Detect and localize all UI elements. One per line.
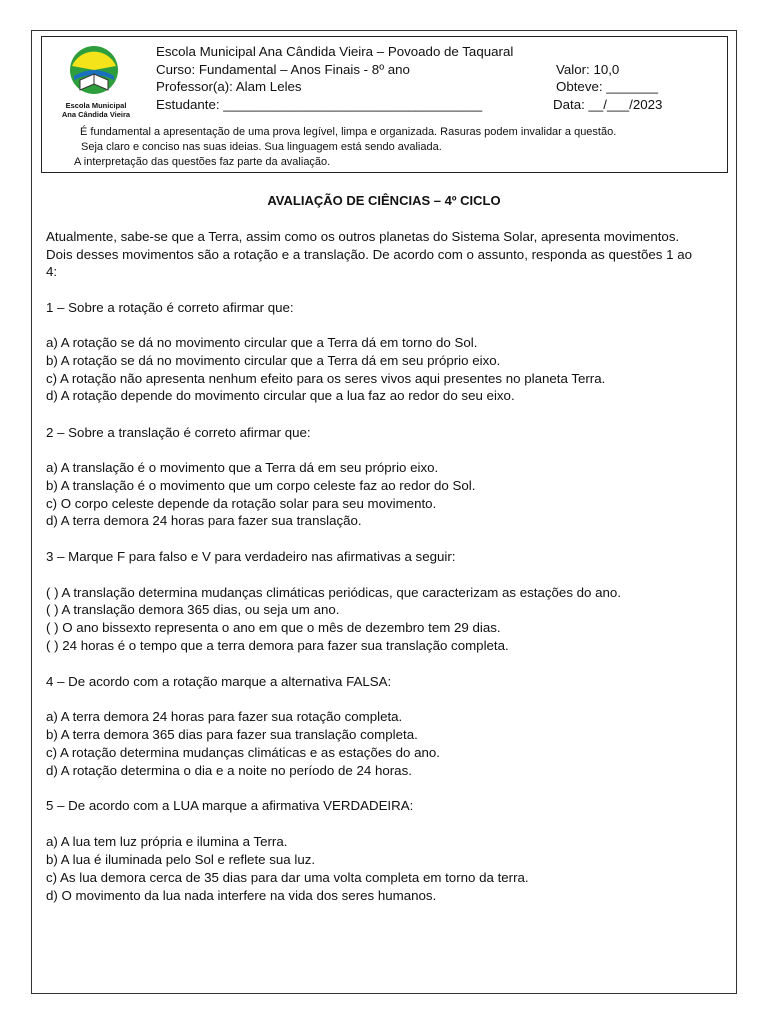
school-name: Escola Municipal Ana Cândida Vieira – Povoado de Taquaral bbox=[156, 44, 514, 59]
score-line: Obteve: _______ bbox=[556, 79, 659, 94]
answer-option: c) O corpo celeste depende da rotação solar para seu movimento. bbox=[46, 496, 437, 511]
answer-option: b) A rotação se dá no movimento circular que a Terra dá em seu próprio eixo. bbox=[46, 353, 501, 368]
true-false-item bbox=[46, 637, 509, 655]
question-prompt: 4 – De acordo com a rotação marque a alternativa FALSA: bbox=[46, 674, 392, 689]
true-false-item bbox=[46, 584, 621, 602]
intro-line: 4: bbox=[46, 264, 58, 279]
answer-blank[interactable]: ( ) bbox=[46, 620, 59, 635]
answer-option: b) A terra demora 365 dias para fazer sua translação completa. bbox=[46, 727, 418, 742]
answer-option: d) O movimento da lua nada interfere na vida dos seres humanos. bbox=[46, 888, 437, 903]
teacher-line: Professor(a): Alam Leles bbox=[156, 79, 302, 94]
answer-option: a) A terra demora 24 horas para fazer sua rotação completa. bbox=[46, 709, 403, 724]
answer-option: d) A rotação depende do movimento circular que a lua faz ao redor do seu eixo. bbox=[46, 388, 515, 403]
answer-option: c) A rotação não apresenta nenhum efeito para os seres vivos aqui presentes no planeta Terra. bbox=[46, 371, 606, 386]
value-line: Valor: 10,0 bbox=[556, 62, 620, 77]
true-false-item bbox=[46, 601, 339, 619]
answer-blank[interactable]: ( ) bbox=[46, 602, 59, 617]
answer-option: b) A translação é o movimento que um corpo celeste faz ao redor do Sol. bbox=[46, 478, 476, 493]
school-logo bbox=[58, 44, 134, 122]
date-line: Data: __/___/2023 bbox=[553, 97, 663, 112]
statement-text: A translação determina mudanças climáticas periódicas, que caracterizam as estações do ano. bbox=[61, 585, 622, 600]
answer-option: a) A rotação se dá no movimento circular que a Terra dá em torno do Sol. bbox=[46, 335, 478, 350]
statement-text: A translação demora 365 dias, ou seja um ano. bbox=[61, 602, 340, 617]
answer-option: d) A terra demora 24 horas para fazer sua translação. bbox=[46, 513, 362, 528]
intro-line: Dois desses movimentos são a rotação e a translação. De acordo com o assunto, responda as questões 1 ao bbox=[46, 247, 693, 262]
exam-title: AVALIAÇÃO DE CIÊNCIAS – 4º CICLO bbox=[267, 193, 501, 208]
answer-option: c) A rotação determina mudanças climáticas e as estações do ano. bbox=[46, 745, 440, 760]
question-prompt: 1 – Sobre a rotação é correto afirmar que: bbox=[46, 300, 294, 315]
course-line: Curso: Fundamental – Anos Finais - 8º ano bbox=[156, 62, 410, 77]
answer-option: a) A translação é o movimento que a Terra dá em seu próprio eixo. bbox=[46, 460, 439, 475]
instruction-line: É fundamental a apresentação de uma prova legível, limpa e organizada. Rasuras podem invalidar a questão. bbox=[80, 126, 617, 138]
logo-text-line2: Ana Cândida Vieira bbox=[61, 110, 131, 119]
instruction-line: A interpretação das questões faz parte da avaliação. bbox=[74, 156, 331, 168]
statement-text: 24 horas é o tempo que a terra demora para fazer sua translação completa. bbox=[62, 638, 509, 653]
true-false-item bbox=[46, 619, 501, 637]
instruction-line: Seja claro e conciso nas suas ideias. Sua linguagem está sendo avaliada. bbox=[81, 141, 442, 153]
answer-option: a) A lua tem luz própria e ilumina a Terra. bbox=[46, 834, 288, 849]
statement-text: O ano bissexto representa o ano em que o mês de dezembro tem 29 dias. bbox=[62, 620, 501, 635]
answer-option: c) As lua demora cerca de 35 dias para dar uma volta completa em torno da terra. bbox=[46, 870, 529, 885]
question-prompt: 2 – Sobre a translação é correto afirmar que: bbox=[46, 425, 311, 440]
answer-blank[interactable]: ( ) bbox=[46, 638, 59, 653]
logo-text-line1: Escola Municipal bbox=[65, 101, 127, 110]
answer-option: d) A rotação determina o dia e a noite no período de 24 horas. bbox=[46, 763, 412, 778]
intro-line: Atualmente, sabe-se que a Terra, assim como os outros planetas do Sistema Solar, apresenta movimentos. bbox=[46, 229, 680, 244]
question-prompt: 5 – De acordo com a LUA marque a afirmativa VERDADEIRA: bbox=[46, 798, 414, 813]
question-prompt: 3 – Marque F para falso e V para verdadeiro nas afirmativas a seguir: bbox=[46, 549, 456, 564]
answer-blank[interactable]: ( ) bbox=[46, 585, 59, 600]
answer-option: b) A lua é iluminada pelo Sol e reflete sua luz. bbox=[46, 852, 316, 867]
student-line: Estudante: ___________________________________ bbox=[156, 97, 483, 112]
